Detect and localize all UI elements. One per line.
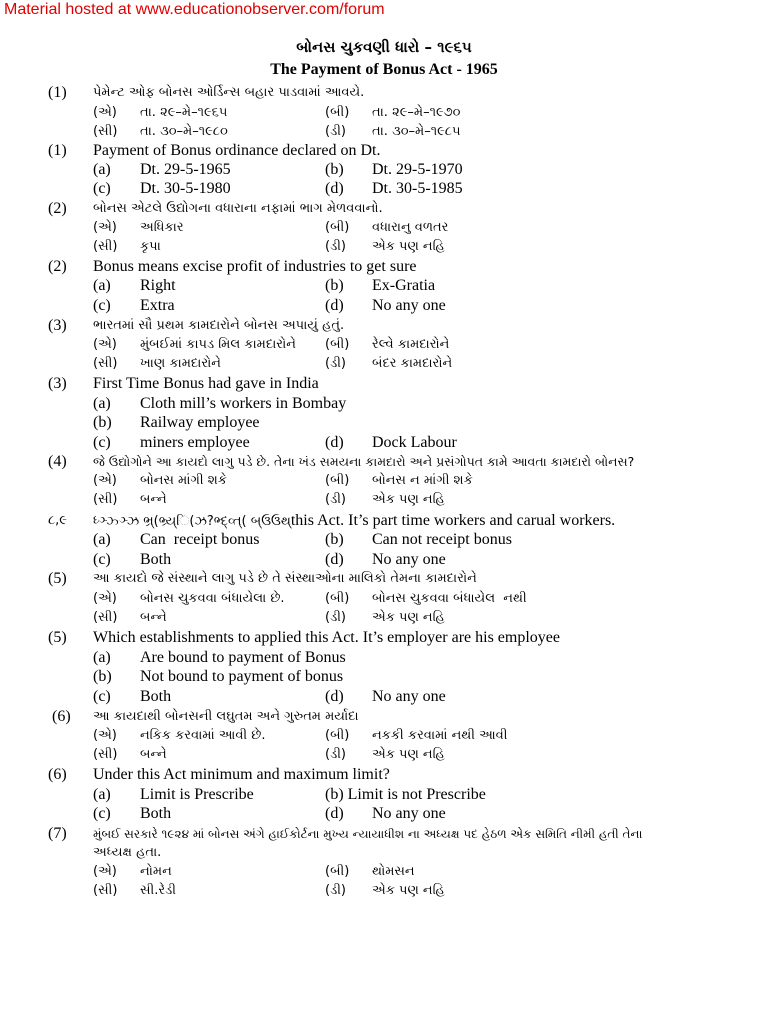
option-text: Extra bbox=[140, 297, 175, 314]
option-label: (સી) bbox=[93, 124, 118, 139]
option-label: (બી) bbox=[325, 864, 350, 879]
question-number: (6) bbox=[52, 708, 71, 725]
option-label: (ડી) bbox=[325, 883, 346, 898]
question-text: પેમેન્ટ ઓફ બોનસ ઓર્ડિન્સ બહાર પાડવામાં આવયે. bbox=[93, 85, 365, 100]
option-label: (d) bbox=[325, 297, 344, 314]
option-label: (બી) bbox=[325, 591, 350, 606]
option-text: એક પણ નહિ bbox=[372, 239, 445, 254]
question-number: (1) bbox=[48, 84, 67, 101]
question-text: આ કાયદાથી બોનસની લઘુતમ અને ગુરુતમ મર્યાદા bbox=[93, 709, 359, 724]
option-label: (સી) bbox=[93, 492, 118, 507]
question-number: (5) bbox=[48, 570, 67, 587]
option-text: Ex-Gratia bbox=[372, 277, 436, 294]
option-text: miners employee bbox=[140, 434, 250, 451]
option-text: Railway employee bbox=[140, 414, 260, 431]
option-text: Dt. 30-5-1985 bbox=[372, 180, 463, 197]
question-number: (5) bbox=[48, 629, 67, 646]
option-text: Both bbox=[140, 688, 172, 705]
option-text: Dock Labour bbox=[372, 434, 457, 451]
garbled-text: ધ્ઞ્ઝ્ઞ્ઝ ભ્ર્(ભ્ર્ય્િ(ઝ?ભ્દ્વ્ત્( બ્ઉઉથ્ bbox=[93, 514, 291, 529]
question-number: (2) bbox=[48, 258, 67, 275]
page-title-gujarati: બોનસ ચુકવણી ધારો – ૧૯૬૫ bbox=[296, 38, 472, 56]
option-text: બોનસ ચુકવવા બંધાયેલ નથી bbox=[372, 591, 527, 606]
option-label: (a) bbox=[93, 786, 111, 803]
option-label: (c) bbox=[93, 551, 111, 568]
option-label: (c) bbox=[93, 805, 111, 822]
option-text: એક પણ નહિ bbox=[372, 883, 445, 898]
option-text: બોનસ માંગી શકે bbox=[140, 473, 227, 488]
option-text: No any one bbox=[372, 805, 446, 822]
option-label: (બી) bbox=[325, 220, 350, 235]
question-text: ભારતમાં સૌ પ્રથમ કામદારોને બોનસ અપાયું હતું. bbox=[93, 318, 345, 333]
option-text: મુંબઈમાં કાપડ મિલ કામદારોને bbox=[140, 337, 296, 352]
question-number: (7) bbox=[48, 825, 67, 842]
option-label: (એ) bbox=[93, 864, 117, 879]
option-text: Dt. 29-5-1965 bbox=[140, 161, 231, 178]
option-text: નોમન bbox=[140, 864, 172, 879]
option-text: No any one bbox=[372, 297, 446, 314]
question-number: (2) bbox=[48, 200, 67, 217]
option-text: તા. ૨૯–મે–૧૯૭૦ bbox=[372, 105, 461, 120]
hosted-banner: Material hosted at www.educationobserver.com/forum bbox=[4, 1, 385, 18]
option-label: (a) bbox=[93, 161, 111, 178]
option-text: Dt. 30-5-1980 bbox=[140, 180, 231, 197]
option-label: (ડી) bbox=[325, 492, 346, 507]
option-label: (સી) bbox=[93, 610, 118, 625]
option-text: (b) Limit is not Prescribe bbox=[325, 786, 486, 803]
option-label: (c) bbox=[93, 180, 111, 197]
option-text: બન્ને bbox=[140, 492, 167, 507]
option-text: એક પણ નહિ bbox=[372, 610, 445, 625]
question-number: (3) bbox=[48, 375, 67, 392]
option-text: Not bound to payment of bonus bbox=[140, 668, 344, 685]
option-text: No any one bbox=[372, 551, 446, 568]
option-text: ખાણ કામદારોને bbox=[140, 356, 221, 371]
question-text: બોનસ એટલે ઉદ્યોગના વધારાના નફામાં ભાગ મેળવવાનો. bbox=[93, 201, 383, 216]
question-text: Under this Act minimum and maximum limit? bbox=[93, 766, 390, 783]
option-label: (c) bbox=[93, 688, 111, 705]
option-text: થોમસન bbox=[372, 864, 415, 879]
option-text: Both bbox=[140, 551, 172, 568]
option-label: (b) bbox=[93, 414, 112, 431]
option-text: તા. ૨૯–મે–૧૯૬૫ bbox=[140, 105, 228, 120]
option-label: (d) bbox=[325, 805, 344, 822]
option-label: (બી) bbox=[325, 337, 350, 352]
option-text: અધિકાર bbox=[140, 220, 184, 235]
option-text: Dt. 29-5-1970 bbox=[372, 161, 463, 178]
option-text: સી.રેડી bbox=[140, 883, 176, 898]
question-number: (1) bbox=[48, 142, 67, 159]
option-label: (c) bbox=[93, 297, 111, 314]
option-text: No any one bbox=[372, 688, 446, 705]
option-text: નકિક કરવામાં આવી છે. bbox=[140, 728, 266, 743]
option-text: બન્ને bbox=[140, 747, 167, 762]
option-label: (d) bbox=[325, 180, 344, 197]
option-label: (બી) bbox=[325, 105, 350, 120]
option-label: (ડી) bbox=[325, 124, 346, 139]
option-text: Cloth mill’s workers in Bombay bbox=[140, 395, 347, 412]
question-text: આ કાયદો જે સંસ્થાને લાગુ પડે છે તે સંસ્થાઓના માલિકો તેમના કામદારોને bbox=[93, 571, 477, 586]
option-text: Are bound to payment of Bonus bbox=[140, 649, 346, 666]
option-label: (એ) bbox=[93, 728, 117, 743]
question-text: Bonus means excise profit of industries to get sure bbox=[93, 258, 417, 275]
option-label: (ડી) bbox=[325, 356, 346, 371]
option-label: (ડી) bbox=[325, 610, 346, 625]
question-text-tail: this Act. It’s part time workers and carual workers. bbox=[290, 512, 616, 529]
question-text-continued: અધ્યક્ષ હતા. bbox=[93, 845, 162, 860]
option-label: (a) bbox=[93, 531, 111, 548]
question-number: (4) bbox=[48, 453, 67, 470]
option-label: (એ) bbox=[93, 473, 117, 488]
option-text: એક પણ નહિ bbox=[372, 492, 445, 507]
option-label: (b) bbox=[325, 161, 344, 178]
question-text: Payment of Bonus ordinance declared on Dt. bbox=[93, 142, 381, 159]
option-text: Both bbox=[140, 805, 172, 822]
question-text: મુંબઈ સરકારે ૧૯૨૪ માં બોનસ અંગે હાઈકોર્ટના મુખ્ય ન્યાયાધીશ ના અધ્યક્ષ પદ હેઠળ એક સમિતિ નીમી હતી તેના bbox=[93, 827, 643, 841]
option-label: (એ) bbox=[93, 105, 117, 120]
option-label: (એ) bbox=[93, 337, 117, 352]
option-label: (સી) bbox=[93, 239, 118, 254]
question-number: (3) bbox=[48, 317, 67, 334]
option-text: બોનસ ચુકવવા બંધાયેલા છે. bbox=[140, 591, 285, 606]
option-label: (b) bbox=[325, 277, 344, 294]
option-label: (એ) bbox=[93, 591, 117, 606]
question-text: First Time Bonus had gave in India bbox=[93, 375, 319, 392]
option-text: રેલ્વે કામદારોને bbox=[372, 337, 450, 352]
option-text: તા. ૩૦–મે–૧૯૮૦ bbox=[140, 124, 228, 139]
page-title: The Payment of Bonus Act - 1965 bbox=[270, 61, 498, 78]
option-text: બન્ને bbox=[140, 610, 167, 625]
option-text: નકકી કરવામાં નથી આવી bbox=[372, 728, 508, 743]
option-text: Can receipt bonus bbox=[140, 531, 260, 548]
option-label: (b) bbox=[325, 531, 344, 548]
option-label: (ડી) bbox=[325, 239, 346, 254]
option-text: Can not receipt bonus bbox=[372, 531, 512, 548]
question-number: (6) bbox=[48, 766, 67, 783]
option-label: (a) bbox=[93, 277, 111, 294]
question-number: ૮,૯ bbox=[48, 513, 67, 528]
question-text: જે ઉદ્યોગોને આ કાયદો લાગુ પડે છે. તેના ખંડ સમયના કામદારો અને પ્રસંગોપત કામે આવતા કામદારો બોનસ? bbox=[93, 454, 635, 469]
option-label: (બી) bbox=[325, 728, 350, 743]
option-label: (c) bbox=[93, 434, 111, 451]
option-label: (d) bbox=[325, 688, 344, 705]
question-text bbox=[93, 511, 615, 531]
option-text: એક પણ નહિ bbox=[372, 747, 445, 762]
option-label: (બી) bbox=[325, 473, 350, 488]
option-label: (a) bbox=[93, 649, 111, 666]
question-text: Which establishments to applied this Act. It’s employer are his employee bbox=[93, 629, 560, 646]
option-label: (b) bbox=[93, 668, 112, 685]
option-text: કૃપા bbox=[140, 239, 161, 254]
option-label: (ડી) bbox=[325, 747, 346, 762]
option-text: તા. ૩૦–મે–૧૯૮૫ bbox=[372, 124, 461, 139]
option-label: (એ) bbox=[93, 220, 117, 235]
option-label: (d) bbox=[325, 434, 344, 451]
option-text: વધારાનુ વળતર bbox=[372, 220, 449, 235]
option-label: (સી) bbox=[93, 883, 118, 898]
option-label: (a) bbox=[93, 395, 111, 412]
option-text: Right bbox=[140, 277, 176, 294]
option-text: Limit is Prescribe bbox=[140, 786, 254, 803]
option-label: (d) bbox=[325, 551, 344, 568]
option-text: બંદર કામદારોને bbox=[372, 356, 453, 371]
option-label: (સી) bbox=[93, 747, 118, 762]
option-text: બોનસ ન માંગી શકે bbox=[372, 473, 473, 488]
option-label: (સી) bbox=[93, 356, 118, 371]
